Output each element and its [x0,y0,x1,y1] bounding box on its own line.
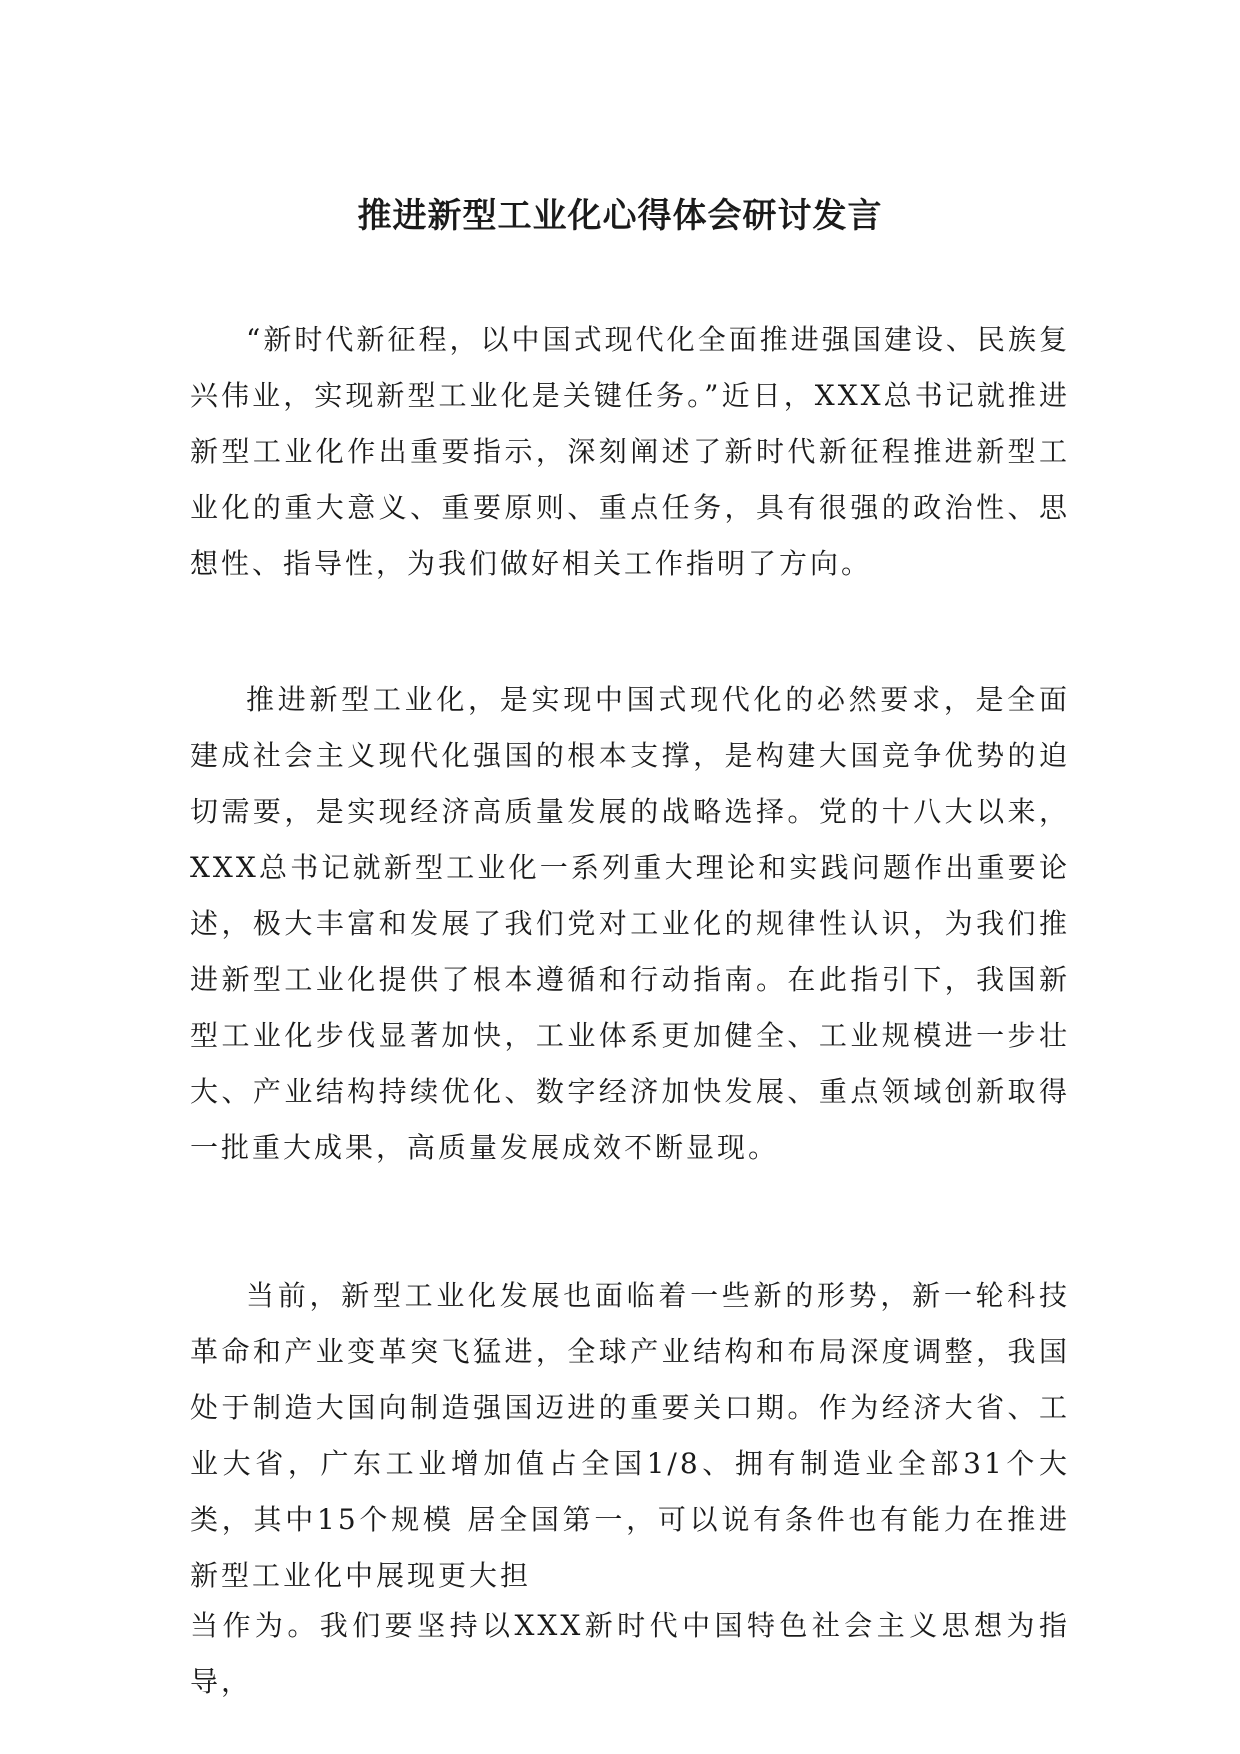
paragraph-3: 当前，新型工业化发展也面临着一些新的形势，新一轮科技革命和产业变革突飞猛进，全球产业结构和布局深度调整，我国处于制造大国向制造强国迈进的重要关口期。作为经济大省、工业大省，广东工业增加值占全国1/8、拥有制造业全部31个大类，其中15个规模 居全国第一，可以说有条件也有能力在推进新型工业化中展现更大担 [190,1279,1070,1592]
paragraph-3-continuation: 当作为。我们要坚持以XXX新时代中国特色社会主义思想为指导， [190,1609,1070,1698]
paragraph-3-block [190,1268,1070,1604]
paragraph-1: “新时代新征程，以中国式现代化全面推进强国建设、民族复兴伟业，实现新型工业化是关键任务。”近日，XXX总书记就推进新型工业化作出重要指示，深刻阐述了新时代新征程推进新型工业化的重大意义、重要原则、重点任务，具有很强的政治性、思想性、指导性，为我们做好相关工作指明了方向。 [190,323,1070,580]
paragraph-2-block [190,672,1070,1176]
document-title: 推进新型工业化心得体会研讨发言 [357,196,883,236]
paragraph-3-continuation-block [190,1598,1070,1710]
paragraph-2: 推进新型工业化，是实现中国式现代化的必然要求，是全面建成社会主义现代化强国的根本支撑，是构建大国竞争优势的迫切需要，是实现经济高质量发展的战略选择。党的十八大以来，XXX总书记就新型工业化一系列重大理论和实践问题作出重要论述，极大丰富和发展了我们党对工业化的规律性认识，为我们推进新型工业化提供了根本遵循和行动指南。在此指引下，我国新型工业化步伐显著加快，工业体系更加健全、工业规模进一步壮大、产业结构持续优化、数字经济加快发展、重点领域创新取得一批重大成果，高质量发展成效不断显现。 [190,683,1070,1164]
paragraph-1-block [190,312,1070,592]
